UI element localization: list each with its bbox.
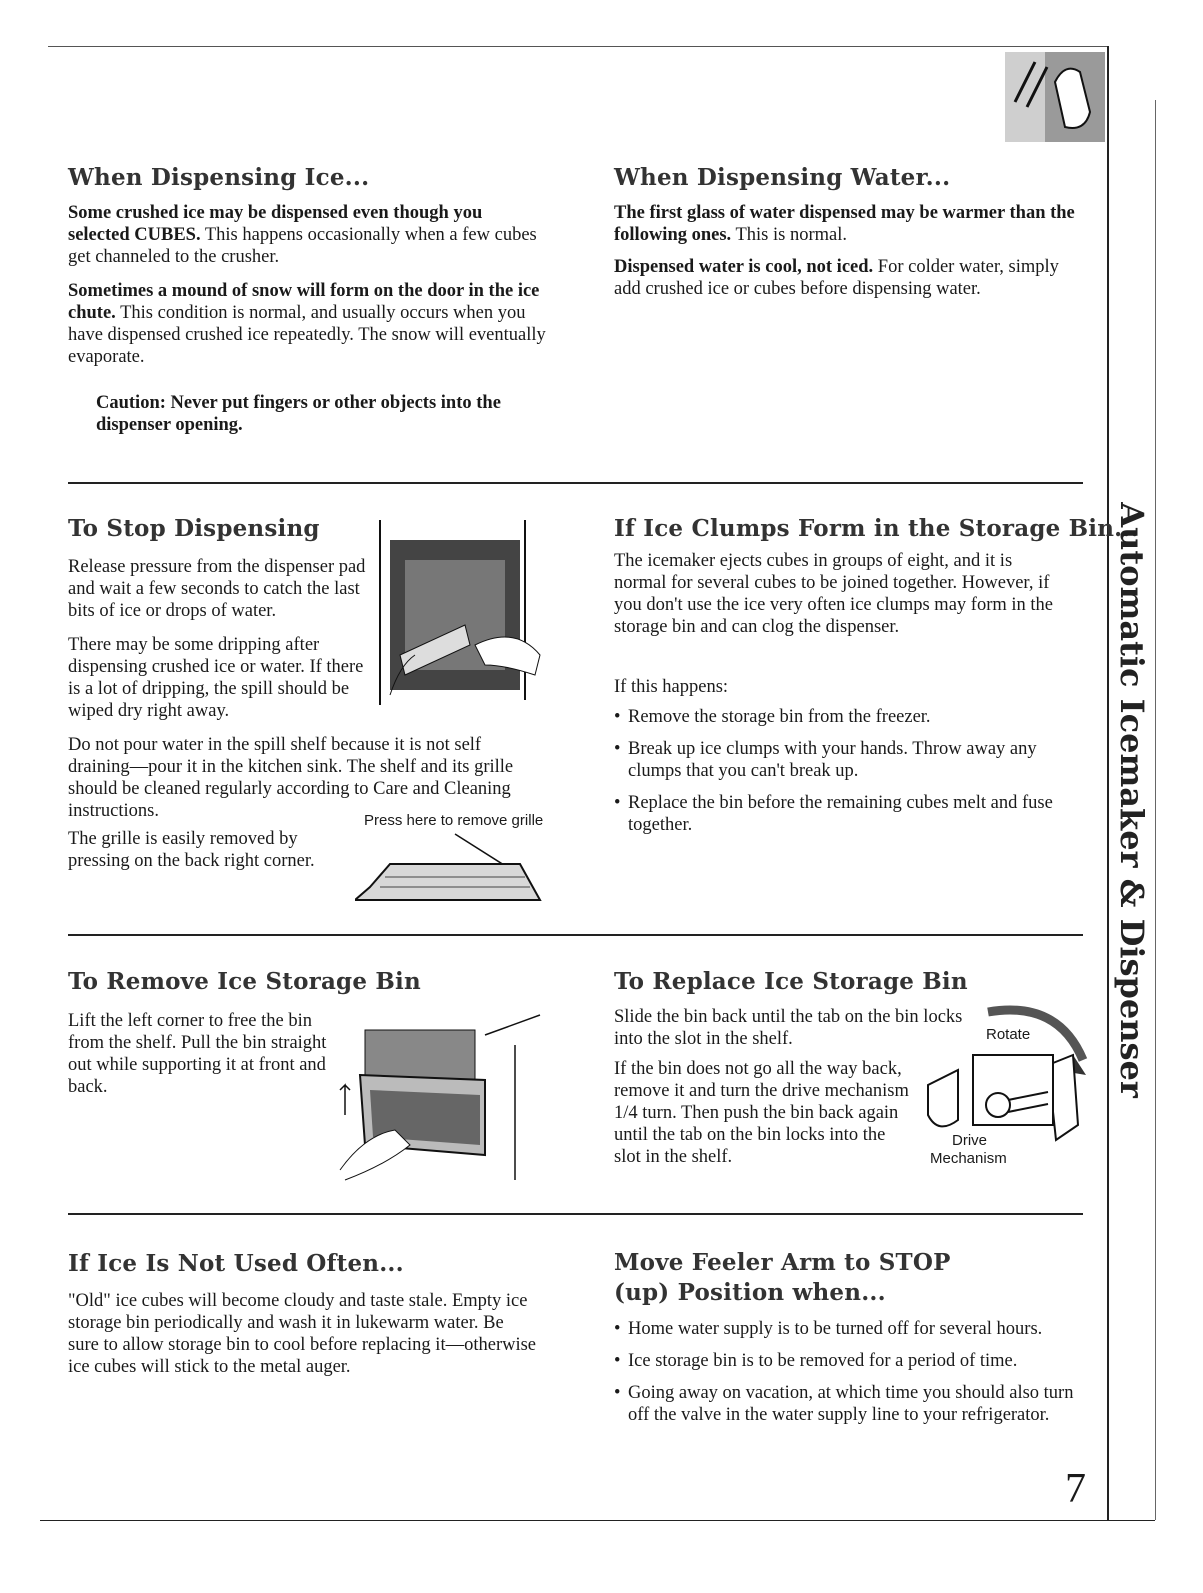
not-used-title: If Ice Is Not Used Often... [68, 1250, 404, 1277]
dispensing-ice-p1 [68, 202, 548, 268]
ice-clumps-title: If Ice Clumps Form in the Storage Bin... [614, 515, 1139, 542]
top-rule [48, 46, 1108, 47]
replace-bin-p2: If the bin does not go all the way back, remove it and turn the drive mechanism 1/4 turn. Then push the bin back again until the tab on the bin locks into the slot in the shelf. [614, 1059, 909, 1167]
list-item: • Home water supply is to be turned off for several hours. [614, 1318, 1089, 1340]
dispensing-ice-p1-text: This happens occasionally when a few cubes get channeled to the crusher. [68, 225, 537, 267]
hand-icon [1005, 52, 1105, 142]
feeler-arm-list [614, 1318, 1089, 1436]
replace-bin-title: To Replace Ice Storage Bin [614, 968, 968, 995]
sidebar-title [1112, 502, 1152, 1098]
list-item: • Break up ice clumps with your hands. Throw away any clumps that you can't break up. [614, 738, 1074, 782]
dispensing-ice-p1-bold: Some crushed ice may be dispensed even though you selected CUBES. [68, 203, 483, 245]
stop-dispensing-p1: Release pressure from the dispenser pad and wait a few seconds to catch the last bits of ice or drops of water. [68, 557, 366, 621]
remove-bin-illustration [335, 1005, 545, 1185]
dispensing-water-title: When Dispensing Water... [614, 164, 951, 191]
bottom-rule [40, 1520, 1155, 1521]
list-item: • Ice storage bin is to be removed for a period of time. [614, 1350, 1089, 1372]
page-number: 7 [1065, 1466, 1086, 1512]
stop-dispensing-title: To Stop Dispensing [68, 515, 320, 542]
stop-dispensing-p2: There may be some dripping after dispensing crushed ice or water. If there is a lot of dripping, the spill should be wiped dry right away. [68, 635, 364, 721]
dispensing-water-p1-bold: The first glass of water dispensed may be warmer than the following ones. [614, 203, 1075, 245]
feeler-arm-title: Move Feeler Arm to STOP (up) Position when... [614, 1249, 951, 1306]
stop-dispensing-p4: The grille is easily removed by pressing on the back right corner. [68, 829, 315, 871]
list-item: • Replace the bin before the remaining cubes melt and fuse together. [614, 792, 1074, 836]
sidebar-title-text: Automatic Icemaker & Dispenser [1113, 502, 1151, 1098]
rotate-label: Rotate [986, 1026, 1031, 1043]
grille-label: Press here to remove grille [364, 812, 544, 829]
dispenser-illustration [375, 515, 545, 715]
dispensing-ice-title: When Dispensing Ice... [68, 164, 370, 191]
right-frame-rule [1107, 46, 1109, 1521]
divider-3 [68, 1213, 1083, 1215]
dispensing-ice-p2-bold: Sometimes a mound of snow will form on the door in the ice chute. [68, 281, 540, 323]
dispensing-ice-p2 [68, 280, 548, 368]
divider-2 [68, 934, 1083, 936]
dispensing-water-p1-text: This is normal. [731, 225, 847, 245]
dispensing-water-p2-bold: Dispensed water is cool, not iced. [614, 257, 874, 277]
mechanism-label: Mechanism [930, 1150, 1007, 1167]
drive-label: Drive [952, 1132, 988, 1149]
grille-illustration [355, 832, 545, 904]
list-item: • Going away on vacation, at which time you should also turn off the valve in the water supply line to your refrigerator. [614, 1382, 1089, 1426]
dispensing-water-p1 [614, 202, 1084, 246]
list-item: • Remove the storage bin from the freezer. [614, 706, 1074, 728]
replace-bin-p1: Slide the bin back until the tab on the bin locks into the slot in the shelf. [614, 1007, 963, 1049]
sidebar-edge-rule [1155, 100, 1156, 1520]
caution-text [96, 392, 516, 436]
ice-clumps-list [614, 706, 1074, 846]
stop-dispensing-p3: Do not pour water in the spill shelf because it is not self draining—pour it in the kitchen sink. The shelf and its grille should be cleaned regularly according to Care and Cleaning instructions. [68, 735, 514, 821]
remove-bin-p1: Lift the left corner to free the bin from the shelf. Pull the bin straight out while supporting it at front and back. [68, 1011, 327, 1097]
not-used-p1: "Old" ice cubes will become cloudy and taste stale. Empty ice storage bin periodically and wash it in lukewarm water. Be sure to allow storage bin to cool before replacing it—otherwise ice cubes will stick to the metal auger. [68, 1291, 537, 1377]
remove-bin-title: To Remove Ice Storage Bin [68, 968, 421, 995]
ice-clumps-p1: The icemaker ejects cubes in groups of eight, and it is normal for several cubes to be joined together. However, if you don't use the ice very often ice clumps may form in the storage bin and can clog the dispenser. [614, 551, 1053, 637]
dispensing-ice-p2-text: This condition is normal, and usually occurs when you have dispensed crushed ice repeatedly. The snow will eventually evaporate. [68, 303, 546, 367]
dispensing-water-p2 [614, 256, 1084, 300]
dispensing-water-p2-text: For colder water, simply add crushed ice or cubes before dispensing water. [614, 257, 1059, 299]
ice-clumps-p2: If this happens: [614, 677, 729, 697]
caution-text-content: Caution: Never put fingers or other objects into the dispenser opening. [96, 393, 501, 435]
divider-1 [68, 482, 1083, 484]
